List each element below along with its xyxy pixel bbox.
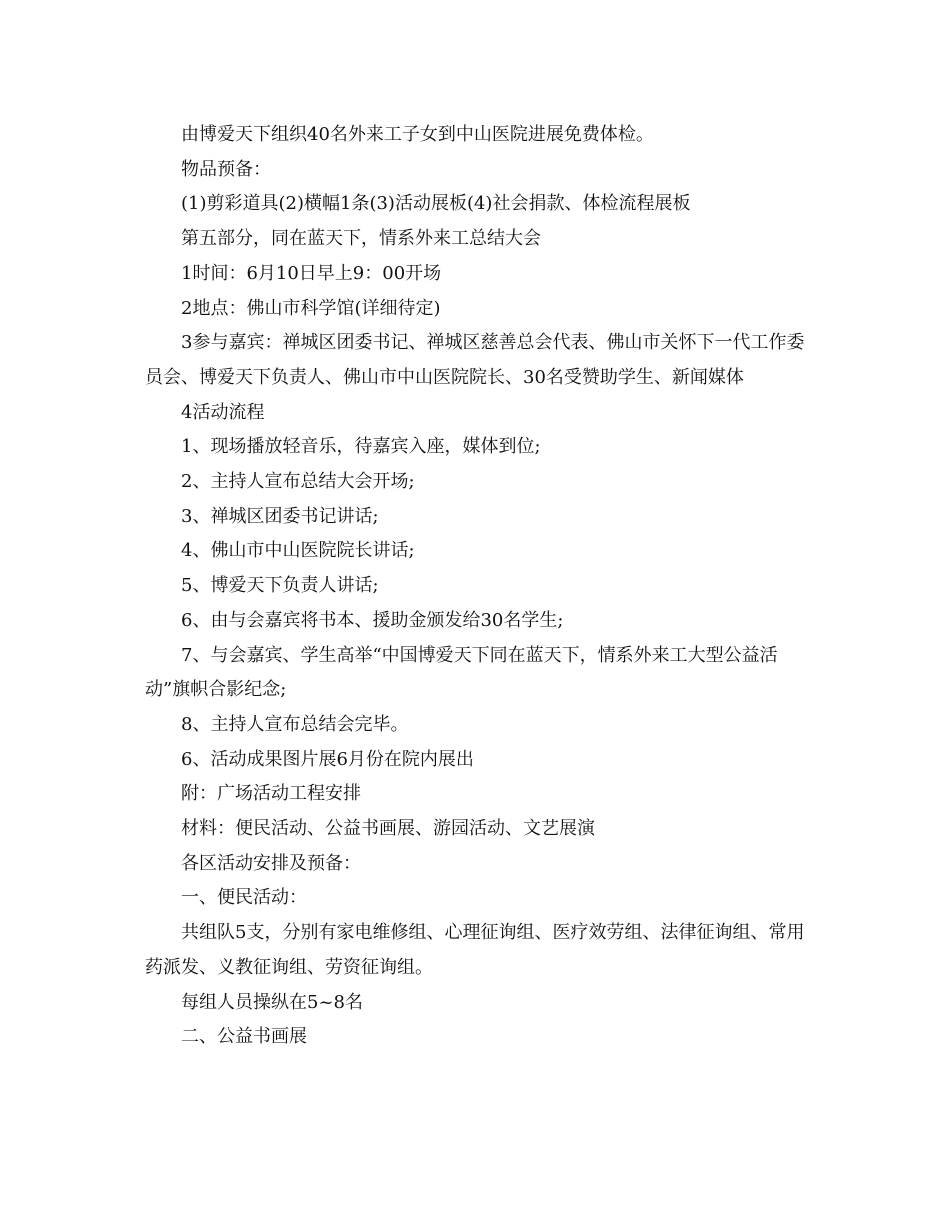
paragraph-15: 7、与会嘉宾、学生高举“中国博爱天下同在蓝天下，情系外来工大型公益活动”旗帜合影纪念; xyxy=(145,644,778,701)
document-body xyxy=(145,118,805,1055)
paragraph-10: 2、主持人宣布总结大会开场; xyxy=(181,471,415,493)
paragraph-20: 各区活动安排及预备： xyxy=(181,852,361,874)
paragraph-9: 1、现场播放轻音乐，待嘉宾入座，媒体到位; xyxy=(181,436,541,458)
paragraph-21: 一、便民活动： xyxy=(181,887,307,909)
paragraph-6: 2地点：佛山市科学馆(详细待定) xyxy=(181,297,441,319)
paragraph-5: 1时间：6月10日早上9：00开场 xyxy=(181,262,442,284)
paragraph-23: 每组人员操纵在5~8名 xyxy=(181,991,363,1013)
paragraph-18: 附：广场活动工程安排 xyxy=(181,783,361,805)
paragraph-13: 5、博爱天下负责人讲话; xyxy=(181,575,379,597)
paragraph-12: 4、佛山市中山医院院长讲话; xyxy=(181,540,415,562)
paragraph-11: 3、禅城区团委书记讲话; xyxy=(181,505,379,527)
paragraph-19: 材料：便民活动、公益书画展、游园活动、文艺展演 xyxy=(181,818,595,840)
paragraph-7: 3参与嘉宾：禅城区团委书记、禅城区慈善总会代表、佛山市关怀下一代工作委员会、博爱天下负责人、佛山市中山医院院长、30名受赞助学生、新闻媒体 xyxy=(145,332,805,388)
paragraph-24: 二、公益书画展 xyxy=(181,1026,307,1048)
paragraph-14: 6、由与会嘉宾将书本、援助金颁发给30名学生; xyxy=(181,609,564,631)
paragraph-22: 共组队5支，分别有家电维修组、心理征询组、医疗效劳组、法律征询组、常用药派发、义教征询组、劳资征询组。 xyxy=(145,922,805,978)
paragraph-1: 由博爱天下组织40名外来工子女到中山医院进展免费体检。 xyxy=(181,124,654,145)
paragraph-2: 物品预备： xyxy=(181,158,271,180)
paragraph-8: 4活动流程 xyxy=(181,401,265,423)
paragraph-17: 6、活动成果图片展6月份在院内展出 xyxy=(181,748,474,770)
paragraph-16: 8、主持人宣布总结会完毕。 xyxy=(181,713,409,735)
paragraph-4: 第五部分，同在蓝天下，情系外来工总结大会 xyxy=(181,228,541,250)
paragraph-3: (1)剪彩道具(2)横幅1条(3)活动展板(4)社会捐款、体检流程展板 xyxy=(181,193,691,215)
